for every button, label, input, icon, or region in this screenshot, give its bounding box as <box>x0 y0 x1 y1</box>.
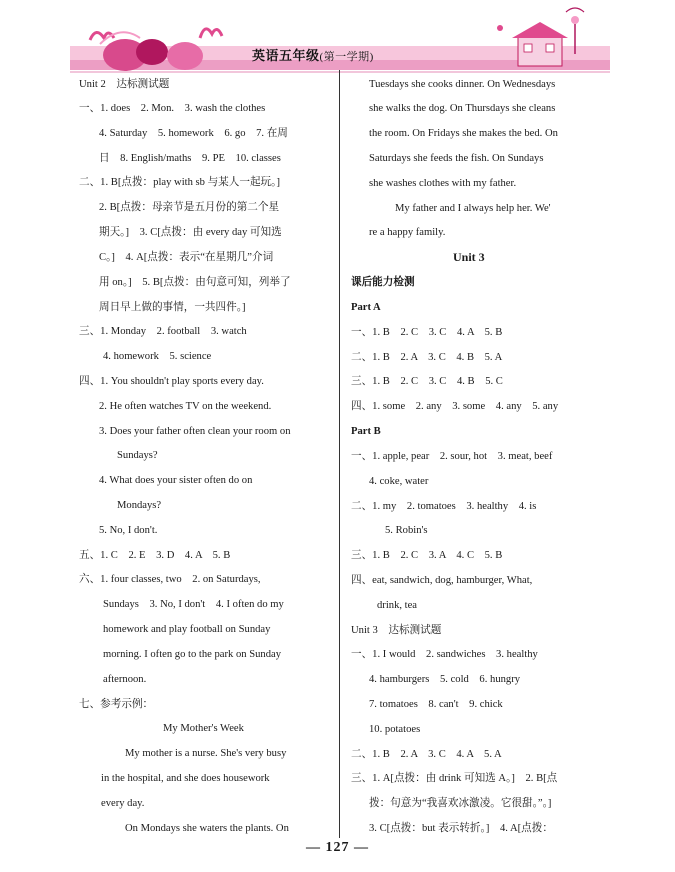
unit-heading: Unit 3 <box>453 250 485 264</box>
answer-line: 4. Saturday 5. homework 6. go 7. 在周 <box>99 128 288 139</box>
answer-line: 用 on。] 5. B[点拨：由句意可知，列举了 <box>99 277 291 288</box>
answer-line: homework and play football on Sunday <box>103 624 271 635</box>
answer-line: 3. C[点拨：but 表示转折。] 4. A[点拨： <box>369 823 553 834</box>
heart-icon <box>136 39 168 65</box>
answer-line: 五、1. C 2. E 3. D 4. A 5. B <box>79 550 231 561</box>
section-heading: 课后能力检测 <box>351 277 415 288</box>
answer-line: 三、1. B 2. C 3. C 4. B 5. C <box>351 376 503 387</box>
answer-line: 二、1. B 2. A 3. C 4. B 5. A <box>351 352 503 363</box>
answer-line: 一、1. I would 2. sandwiches 3. healthy <box>351 649 538 660</box>
essay-line: My father and I always help her. We' <box>395 203 551 214</box>
section-heading: Unit 2 达标测试题 <box>79 79 170 90</box>
flower-icon <box>497 25 503 31</box>
book-title: 英语五年级(第一学期) <box>252 49 374 64</box>
page-header <box>0 0 675 80</box>
answer-line: 七、参考示例： <box>79 699 154 710</box>
answer-line: 三、1. B 2. C 3. A 4. C 5. B <box>351 550 503 561</box>
answer-line: C。] 4. A[点拨：表示“在星期几”介词 <box>99 252 274 263</box>
essay-line: On Mondays she waters the plants. On <box>125 823 289 834</box>
answer-line: 一、1. B 2. C 3. C 4. A 5. B <box>351 327 503 338</box>
answer-line: 周日早上做的事情，一共四件。] <box>99 302 246 313</box>
essay-line: in the hospital, and she does housework <box>101 773 270 784</box>
part-heading: Part A <box>351 302 381 313</box>
answer-line: 期天。] 3. C[点拨：由 every day 可知选 <box>99 227 282 238</box>
essay-title: My Mother's Week <box>163 723 244 734</box>
essay-line: Tuesdays she cooks dinner. On Wednesdays <box>369 79 556 90</box>
roof-icon <box>512 22 568 38</box>
part-heading: Part B <box>351 426 381 437</box>
answer-line: 4. coke, water <box>369 476 429 487</box>
answer-line: morning. I often go to the park on Sunday <box>103 649 282 660</box>
answer-line: 4. hamburgers 5. cold 6. hungry <box>369 674 521 685</box>
answer-line: 10. potatoes <box>369 724 421 735</box>
answer-line: 三、1. Monday 2. football 3. watch <box>79 326 247 337</box>
section-heading: Unit 3 达标测试题 <box>351 625 442 636</box>
essay-line: she walks the dog. On Thursdays she cleans <box>369 103 556 114</box>
essay-line: she washes clothes with my father. <box>369 178 517 189</box>
answer-line: 5. Robin's <box>385 525 428 536</box>
answer-line: Sundays? <box>117 450 158 461</box>
essay-line: the room. On Fridays she makes the bed. On <box>369 128 558 139</box>
header-decoration <box>0 0 675 80</box>
answer-line: 四、eat, sandwich, dog, hamburger, What, <box>351 575 533 586</box>
answer-line: 三、1. A[点拨：由 drink 可知选 A。] 2. B[点 <box>351 773 558 784</box>
answer-line: 四、1. You shouldn't play sports every day. <box>79 376 264 387</box>
answer-line: 二、1. B[点拨：play with sb 与某人一起玩。] <box>79 177 280 188</box>
answer-line: Mondays? <box>117 500 162 511</box>
essay-line: re a happy family. <box>369 227 446 238</box>
bunny-ears-icon <box>200 29 222 38</box>
essay-line: Saturdays she feeds the fish. On Sundays <box>369 153 544 164</box>
answer-line: 拨：句意为“我喜欢冰激凌。它很甜。”。] <box>369 798 552 809</box>
answer-line: 二、1. B 2. A 3. C 4. A 5. A <box>351 749 502 760</box>
answer-line: 日 8. English/maths 9. PE 10. classes <box>99 153 281 164</box>
answer-line: 四、1. some 2. any 3. some 4. any 5. any <box>351 401 559 412</box>
answer-line: 一、1. does 2. Mon. 3. wash the clothes <box>79 103 266 114</box>
answer-line: drink, tea <box>377 600 418 611</box>
answer-line: 六、1. four classes, two 2. on Saturdays, <box>79 574 261 585</box>
essay-line: My mother is a nurse. She's very busy <box>125 748 287 759</box>
column-divider <box>339 70 340 838</box>
answer-line: 3. Does your father often clean your room on <box>99 426 291 437</box>
answer-line: 2. He often watches TV on the weekend. <box>99 401 272 412</box>
answer-line: 一、1. apple, pear 2. sour, hot 3. meat, beef <box>351 451 553 462</box>
essay-line: every day. <box>101 798 145 809</box>
book-subtitle: (第一学期) <box>319 51 374 63</box>
heart-icon <box>167 42 203 70</box>
answer-line: 5. No, I don't. <box>99 525 158 536</box>
answer-line: 4. What does your sister often do on <box>99 475 253 486</box>
flower-icon <box>571 16 579 24</box>
answer-line: 2. B[点拨：母亲节是五月份的第二个星 <box>99 202 280 213</box>
page-number: — 127 — <box>306 840 369 855</box>
answer-line: afternoon. <box>103 674 147 685</box>
answer-line: 二、1. my 2. tomatoes 3. healthy 4. is <box>351 501 537 512</box>
answer-line: Sundays 3. No, I don't 4. I often do my <box>103 599 284 610</box>
answer-line: 7. tomatoes 8. can't 9. chick <box>369 699 503 710</box>
answer-line: 4. homework 5. science <box>103 351 212 362</box>
